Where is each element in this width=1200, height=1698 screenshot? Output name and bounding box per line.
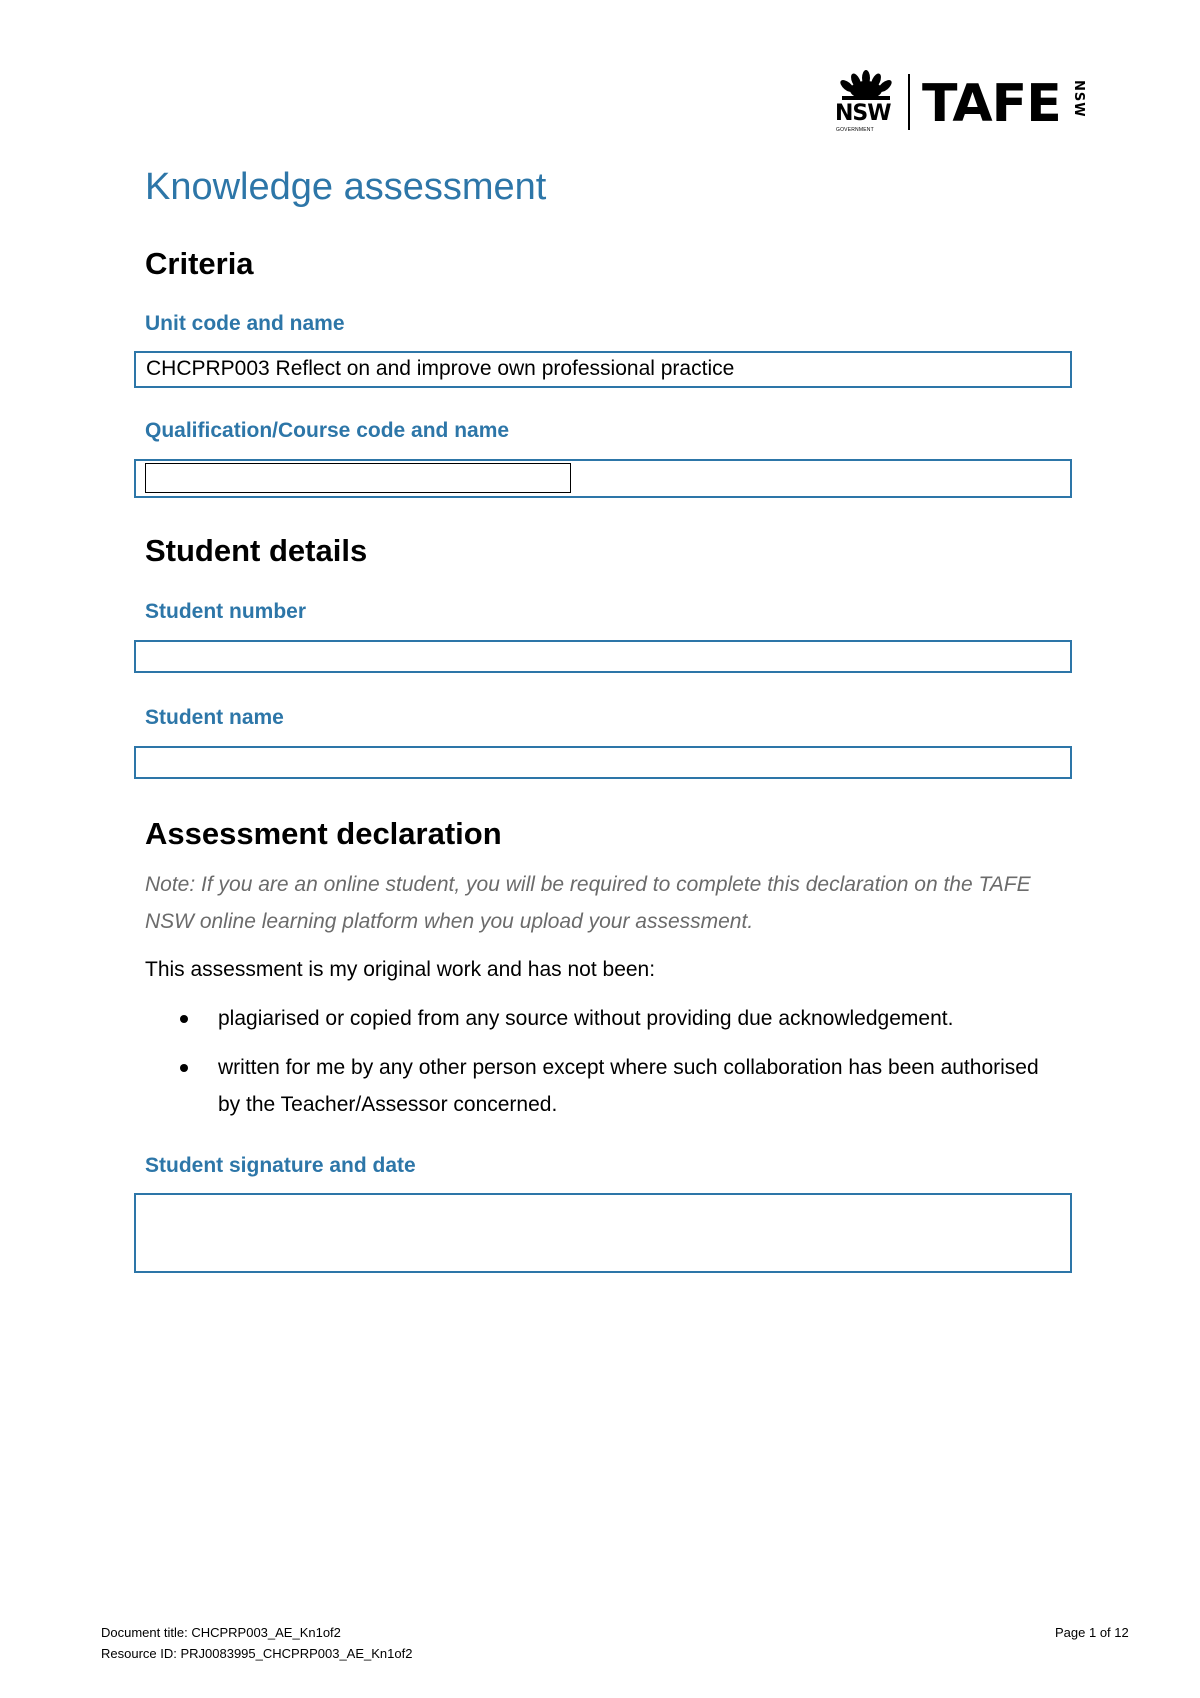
signature-field[interactable] xyxy=(134,1193,1072,1273)
logo-tafe-nsw-suffix: NSW xyxy=(1071,80,1086,118)
tafe-nsw-logo xyxy=(834,70,1094,136)
bullet-icon xyxy=(180,1015,188,1023)
student-name-field[interactable] xyxy=(134,746,1072,779)
criteria-heading: Criteria xyxy=(145,246,254,281)
declaration-bullet-text: plagiarised or copied from any source without providing due acknowledgement. xyxy=(218,1007,954,1030)
footer-resource-id: Resource ID: PRJ0083995_CHCPRP003_AE_Kn1of2 xyxy=(101,1646,413,1661)
declaration-note: Note: If you are an online student, you will be required to complete this declaration on the TAFE NSW online learning platform when you upload your assessment. xyxy=(145,873,1031,933)
waratah-icon xyxy=(836,70,896,104)
logo-government-text: GOVERNMENT xyxy=(836,127,874,133)
qualification-input[interactable] xyxy=(145,463,571,493)
unit-code-field[interactable] xyxy=(134,351,1072,388)
page-title: Knowledge assessment xyxy=(145,166,547,208)
declaration-intro: This assessment is my original work and has not been: xyxy=(145,958,656,981)
declaration-heading: Assessment declaration xyxy=(145,816,502,851)
signature-label: Student signature and date xyxy=(145,1154,416,1177)
logo-divider xyxy=(908,74,910,130)
qualification-field[interactable] xyxy=(134,459,1072,498)
student-details-heading: Student details xyxy=(145,533,368,568)
declaration-bullet xyxy=(145,1049,1045,1123)
bullet-icon xyxy=(180,1064,188,1072)
qualification-label: Qualification/Course code and name xyxy=(145,419,510,442)
student-name-label: Student name xyxy=(145,706,284,729)
declaration-list xyxy=(145,1000,1045,1135)
unit-code-label: Unit code and name xyxy=(145,312,345,335)
declaration-bullet-text: written for me by any other person except where such collaboration has been authorised by the Teacher/Assessor concerned. xyxy=(218,1056,1039,1116)
student-number-label: Student number xyxy=(145,600,306,623)
logo-tafe-text: TAFE xyxy=(922,74,1061,134)
student-number-field[interactable] xyxy=(134,640,1072,673)
nsw-government-logo xyxy=(834,70,898,136)
footer-page-number: Page 1 of 12 xyxy=(1055,1625,1129,1640)
logo-nsw-text: NSW xyxy=(835,101,891,126)
unit-code-value: CHCPRP003 Reflect on and improve own professional practice xyxy=(146,357,735,380)
declaration-bullet xyxy=(145,1000,1045,1037)
footer-document-title: Document title: CHCPRP003_AE_Kn1of2 xyxy=(101,1625,341,1640)
